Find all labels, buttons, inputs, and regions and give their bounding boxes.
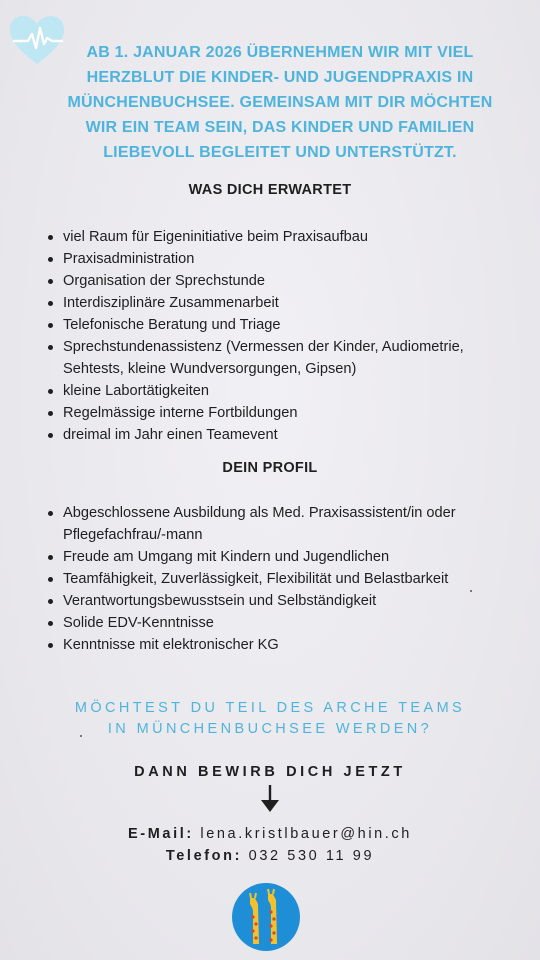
list-item: Sprechstundenassistenz (Vermessen der Kinder, Audiometrie, Sehtests, kleine Wundversorgungen, Gipsen): [46, 336, 516, 380]
phone-line: [0, 848, 540, 864]
list-item: dreimal im Jahr einen Teamevent: [46, 424, 516, 446]
expect-section-title: WAS DICH ERWARTET: [188, 182, 352, 198]
down-arrow-icon: [259, 784, 281, 814]
list-item: Solide EDV-Kenntnisse: [46, 612, 466, 634]
cta-line: MÖCHTEST DU TEIL DES ARCHE TEAMS: [74, 700, 466, 716]
email-line: [0, 826, 540, 842]
intro-line: WIR EIN TEAM SEIN, DAS KINDER UND FAMILIEN: [85, 119, 475, 136]
cta-text: [0, 698, 540, 740]
list-item: Teamfähigkeit, Zuverlässigkeit, Flexibilität und Belastbarkeit: [46, 568, 466, 590]
profile-list: [46, 502, 466, 656]
giraffe-logo: [231, 882, 301, 952]
list-item: Freude am Umgang mit Kindern und Jugendlichen: [46, 546, 466, 568]
apply-heading: DANN BEWIRB DICH JETZT: [134, 764, 406, 780]
intro-text: [40, 40, 520, 165]
profile-section-title: DEIN PROFIL: [222, 460, 318, 476]
list-item: kleine Labortätigkeiten: [46, 380, 516, 402]
intro-line: MÜNCHENBUCHSEE. GEMEINSAM MIT DIR MÖCHTEN: [67, 94, 493, 111]
list-item: Organisation der Sprechstunde: [46, 270, 516, 292]
list-item: Regelmässige interne Fortbildungen: [46, 402, 516, 424]
list-item: viel Raum für Eigeninitiative beim Praxisaufbau: [46, 226, 516, 248]
email-label: E-Mail:: [128, 826, 194, 842]
phone-number[interactable]: 032 530 11 99: [248, 848, 375, 864]
list-item: Telefonische Beratung und Triage: [46, 314, 516, 336]
cta-line: IN MÜNCHENBUCHSEE WERDEN?: [107, 721, 433, 737]
paper-speck: [470, 590, 472, 592]
intro-line: HERZBLUT DIE KINDER- UND JUGENDPRAXIS IN: [86, 69, 474, 86]
paper-speck: [80, 735, 82, 737]
list-item: Abgeschlossene Ausbildung als Med. Praxisassistent/in oder Pflegefachfrau/-mann: [46, 502, 466, 546]
expect-list: [46, 226, 516, 446]
list-item: Praxisadministration: [46, 248, 516, 270]
intro-line: LIEBEVOLL BEGLEITET UND UNTERSTÜTZT.: [103, 144, 457, 161]
list-item: Kenntnisse mit elektronischer KG: [46, 634, 466, 656]
email-address[interactable]: lena.kristlbauer@hin.ch: [200, 826, 412, 842]
list-item: Interdisziplinäre Zusammenarbeit: [46, 292, 516, 314]
phone-label: Telefon:: [165, 848, 243, 864]
list-item: Verantwortungsbewusstsein und Selbständigkeit: [46, 590, 466, 612]
intro-line: AB 1. JANUAR 2026 ÜBERNEHMEN WIR MIT VIEL: [86, 44, 474, 61]
